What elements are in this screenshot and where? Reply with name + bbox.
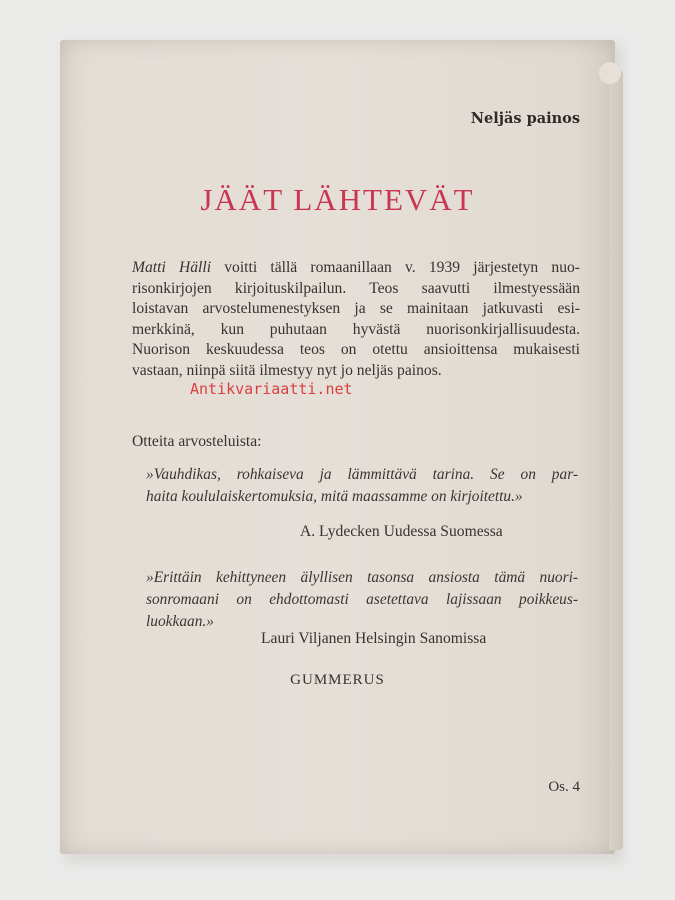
review-source-1: A. Lydecken Uudessa Suomessa: [300, 523, 503, 540]
review-source-2: Lauri Viljanen Helsingin Sanomissa: [261, 630, 487, 647]
catalog-code: Os. 4: [548, 779, 580, 795]
author-name: Matti Hälli: [132, 259, 212, 276]
quote-line: sonromaani on ehdottomasti asetettava lajissaan poikkeus-: [146, 591, 578, 608]
description-line: Nuorison keskuudessa teos on otettu ansioittensa mukaisesti: [132, 341, 580, 358]
edition-label: Neljäs painos: [470, 110, 580, 127]
quote-line: haita koululaiskertomuksia, mitä maassamme on kirjoitettu.»: [146, 488, 523, 505]
description-line: loistavan arvostelumenestyksen ja se mainitaan jatkuvasti esi-: [132, 300, 580, 317]
description-line: Matti Hälli voitti tällä romaanillaan v. 1939 järjestetyn nuo-: [132, 259, 580, 276]
description-line: risonkirjojen kirjoituskilpailun. Teos saavutti ilmestyessään: [132, 279, 580, 297]
description-line: vastaan, niinpä siitä ilmestyy nyt jo neljäs painos.: [132, 361, 442, 379]
quote-line: »Vauhdikas, rohkaiseva ja lämmittävä tarina. Se on par-: [146, 466, 578, 483]
review-quote-1: [146, 464, 578, 508]
book-back-cover: [60, 40, 615, 854]
quote-line: luokkaan.»: [146, 613, 214, 630]
quote-line: »Erittäin kehittyneen älyllisen tasonsa ansiosta tämä nuori-: [146, 569, 578, 586]
publisher: GUMMERUS: [290, 672, 385, 688]
worn-corner: [599, 62, 621, 84]
description-line: merkkinä, kun puhutaan hyvästä nuorisonkirjallisuudesta.: [132, 320, 580, 338]
watermark: Antikvariaatti.net: [190, 380, 353, 398]
book-title: JÄÄT LÄHTEVÄT: [200, 182, 475, 217]
review-quote-2: [146, 567, 578, 633]
reviews-label: Otteita arvosteluista:: [132, 433, 262, 450]
description: [132, 258, 580, 381]
